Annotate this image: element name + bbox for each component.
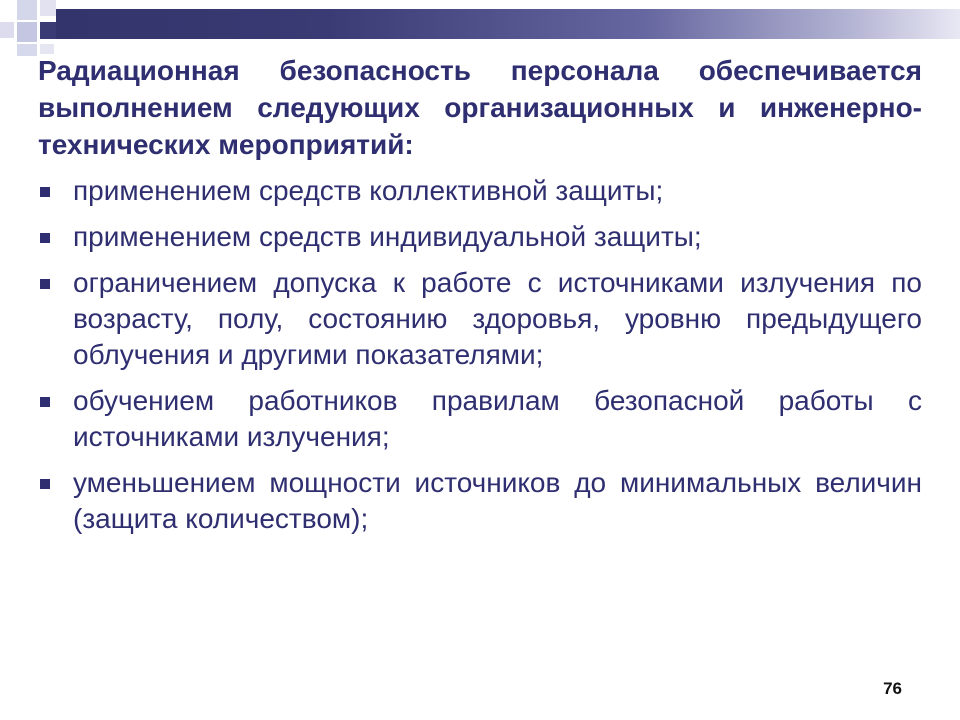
decor-square <box>17 22 37 42</box>
header-gradient-bar <box>56 9 960 39</box>
bullet-text: применением средств индивидуальной защиты; <box>73 221 702 252</box>
decor-square <box>17 0 37 20</box>
bullet-item <box>38 265 922 373</box>
square-bullet-icon <box>40 279 50 289</box>
square-bullet-icon <box>40 187 50 197</box>
square-bullet-icon <box>40 479 50 489</box>
slide-content <box>38 52 922 537</box>
decor-square <box>17 44 37 56</box>
bullet-list <box>38 173 922 537</box>
decor-square <box>40 22 56 39</box>
bullet-item <box>38 383 922 455</box>
bullet-text: применением средств коллективной защиты; <box>73 175 664 206</box>
bullet-text: уменьшением мощности источников до минимальных величин (защита количеством); <box>73 467 922 534</box>
decor-square <box>0 22 14 38</box>
square-bullet-icon <box>40 397 50 407</box>
intro-paragraph: Радиационная безопасность персонала обеспечивается выполнением следующих организационных и инженерно-технических мероприятий: <box>38 55 922 160</box>
bullet-item <box>38 465 922 537</box>
bullet-text: ограничением допуска к работе с источниками излучения по возрасту, полу, состоянию здоровья, уровню предыдущего облучения и другими показателями; <box>73 267 922 370</box>
bullet-item <box>38 173 922 209</box>
bullet-item <box>38 219 922 255</box>
decor-square <box>40 0 56 16</box>
bullet-text: обучением работников правилам безопасной работы с источниками излучения; <box>73 385 922 452</box>
square-bullet-icon <box>40 233 50 243</box>
page-number: 76 <box>883 679 902 698</box>
